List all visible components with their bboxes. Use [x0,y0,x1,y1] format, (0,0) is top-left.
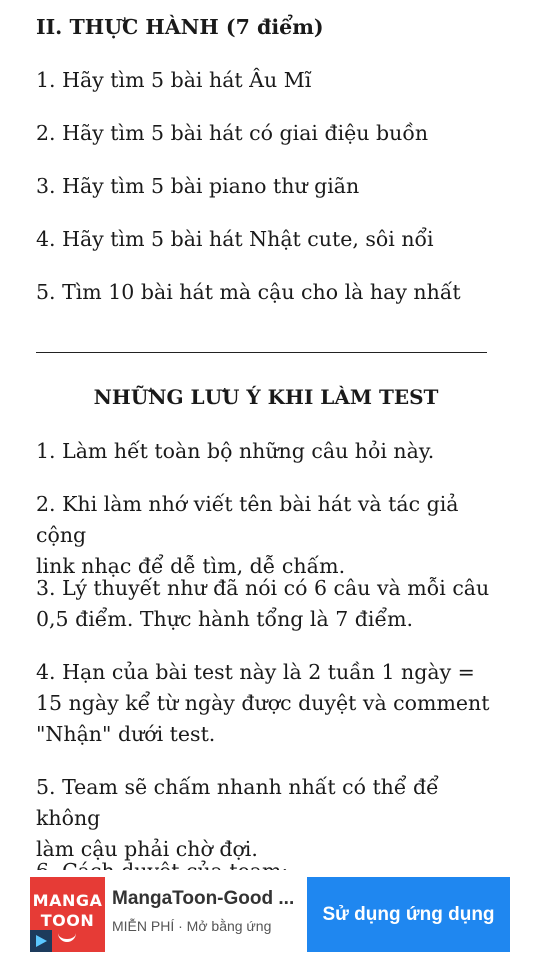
note-item-6 [36,856,288,870]
notes-title: NHỮNG LƯU Ý KHI LÀM TEST [93,385,439,409]
practice-item-1: 1. Hãy tìm 5 bài hát Âu Mĩ [36,68,312,92]
ad-title[interactable]: MangaToon-Good ... [112,888,295,909]
logo-text-manga: MANGA [32,891,103,910]
section-divider [36,352,487,353]
practice-item-3: 3. Hãy tìm 5 bài piano thư giãn [36,174,360,198]
note-item-4: 4. Hạn của bài test này là 2 tuần 1 ngày = 15 ngày kể từ ngày được duyệt và comment "Nhận" dưới test. [36,660,490,746]
mangatoon-logo[interactable] [30,877,105,952]
note-item-1: 1. Làm hết toàn bộ những câu hỏi này. [36,439,435,463]
practice-item-2: 2. Hãy tìm 5 bài hát có giai điệu buồn [36,121,429,145]
use-app-button[interactable]: Sử dụng ứng dụng [307,877,510,952]
practice-title: II. THỰC HÀNH (7 điểm) [36,15,324,39]
ad-subtitle: MIỄN PHÍ · Mở bằng ứng [112,918,272,934]
note-item-5: 5. Team sẽ chấm nhanh nhất có thể để không làm cậu phải chờ đợi. [36,775,439,861]
smile-icon [58,931,76,942]
note-item-2: 2. Khi làm nhớ viết tên bài hát và tác giả cộng link nhạc để dễ tìm, dễ chấm. [36,492,459,578]
logo-text-toon: TOON [40,911,95,930]
practice-item-4: 4. Hãy tìm 5 bài hát Nhật cute, sôi nổi [36,227,434,251]
ad-choices-icon[interactable] [30,930,52,952]
practice-item-5: 5. Tìm 10 bài hát mà cậu cho là hay nhất [36,280,461,304]
ad-banner[interactable] [0,870,540,960]
note-item-3: 3. Lý thuyết như đã nói có 6 câu và mỗi câu 0,5 điểm. Thực hành tổng là 7 điểm. [36,576,490,631]
